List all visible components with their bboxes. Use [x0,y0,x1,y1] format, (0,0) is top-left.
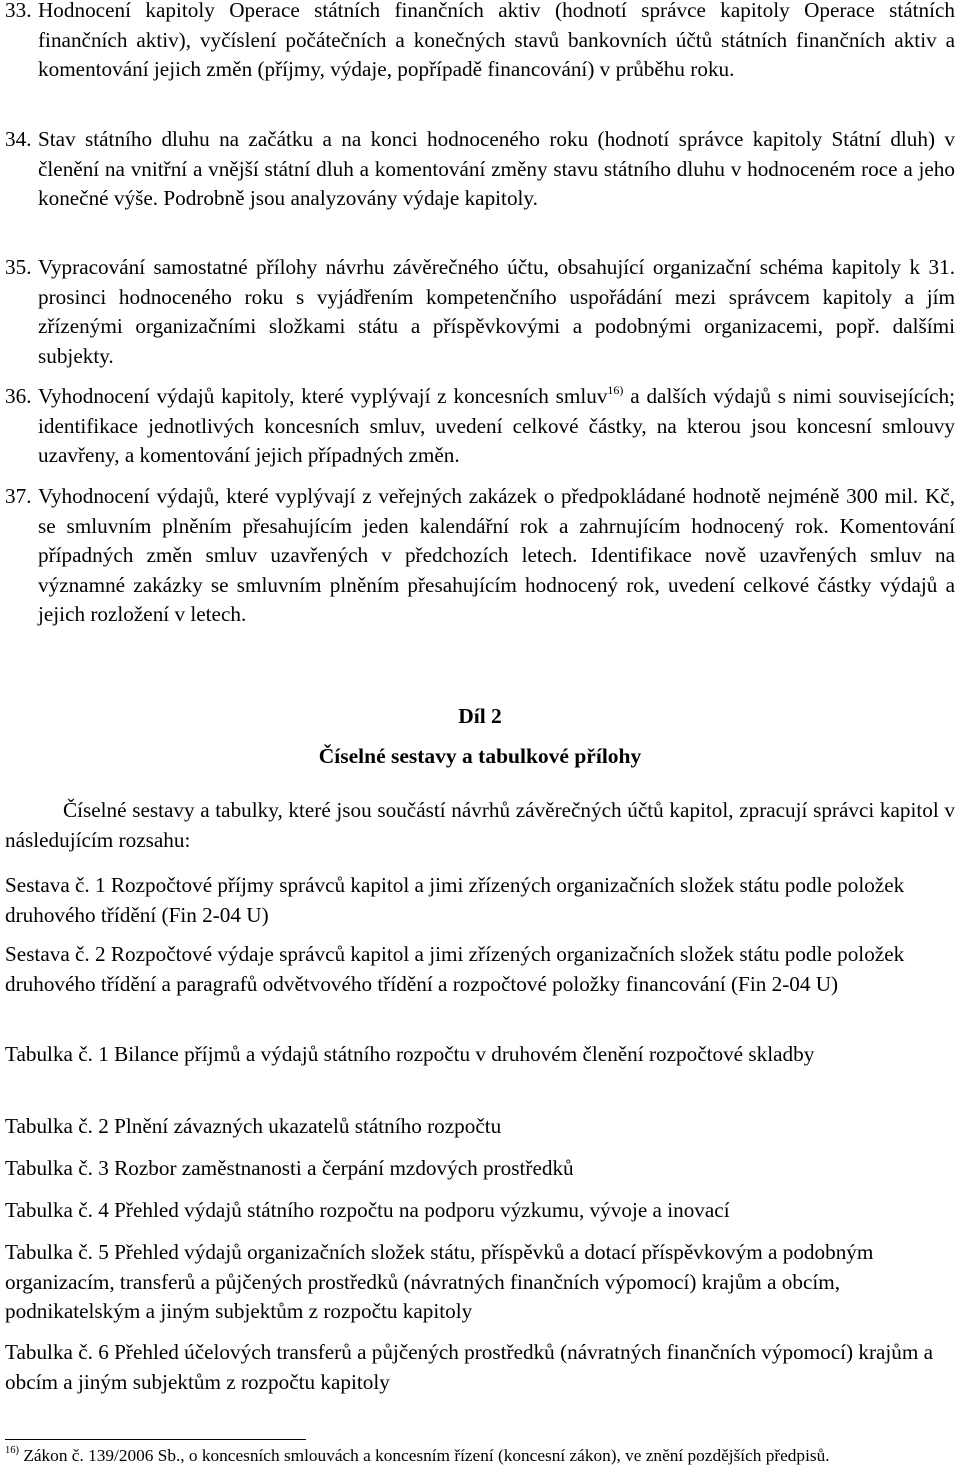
item-text: Vyhodnocení výdajů, které vyplývají z veřejných zakázek o předpokládané hodnotě nejméně 300 mil. Kč, se smluvním plněním přesahujícím jeden kalendářní rok a zahrnujícím hodnocený rok. Komentování případných změn smluv uzavřených v předchozích letech. Identifikace nově uzavřených smluv na významné zakázky se smluvním plněním přesahujícím hodnocený rok, uvedení celkové částky výdajů a jejich rozložení v letech. [38,484,955,626]
item-number: 35. [5,255,32,279]
footnote-divider [5,1439,306,1440]
item-text: Stav státního dluhu na začátku a na konci hodnoceného roku (hodnotí správce kapitoly Státní dluh) v členění na vnitřní a vnější státní dluh a komentování změny stavu státního dluhu v hodnoceném roce a jeho konečné výše. Podrobně jsou analyzovány výdaje kapitoly. [38,127,955,210]
section-intro: Číselné sestavy a tabulky, které jsou součástí návrhů závěrečných účtů kapitol, zpracují správci kapitol v následujícím rozsahu: [5,798,955,852]
item-text-after: a dalších výdajů s nimi souvisejících; identifikace jednotlivých koncesních smluv, uvedení celkové částky, na kterou jsou koncesní smlouvy uzavřeny, a komentování jejich případných změn. [38,384,955,467]
list-item-35 [5,253,955,371]
list-entry-sestava-2: Sestava č. 2 Rozpočtové výdaje správců kapitol a jimi zřízených organizačních složek státu podle položek druhového třídění a paragrafů odvětvového třídění a rozpočtové položky financování (Fin 2-04 U) [5,942,905,996]
section-title: Číselné sestavy a tabulkové přílohy [318,744,642,768]
list-item-37 [5,482,955,630]
item-text: Hodnocení kapitoly Operace státních finančních aktiv (hodnotí správce kapitoly Operace státních finančních aktiv), vyčíslení počátečních a konečných stavů bankovních účtů státních finančních aktiv a komentování jejich změn (příjmy, výdaje, popřípadě financování) v průběhu roku. [38,0,955,81]
footnote [5,1444,955,1467]
list-entry-sestava-1: Sestava č. 1 Rozpočtové příjmy správců kapitol a jimi zřízených organizačních složek státu podle položek druhového třídění (Fin 2-04 U) [5,873,905,927]
item-number: 36. [5,384,32,408]
list-item-34 [5,125,955,214]
section-part-heading: Díl 2 [458,704,502,728]
item-text-before: Vyhodnocení výdajů kapitoly, které vyplývají z koncesních smluv [38,384,608,408]
list-entry-tabulka-3: Tabulka č. 3 Rozbor zaměstnanosti a čerpání mzdových prostředků [5,1156,574,1180]
item-text: Vypracování samostatné přílohy návrhu závěrečného účtu, obsahující organizační schéma kapitoly k 31. prosinci hodnoceného roku s vyjádřením kompetenčního uspořádání mezi správcem kapitoly a jím zřízenými organizačními složkami státu a příspěvkovými a podobnými organizacemi, popř. dalšími subjekty. [38,255,955,368]
list-entry-tabulka-1: Tabulka č. 1 Bilance příjmů a výdajů státního rozpočtu v druhovém členění rozpočtové skladby [5,1042,815,1066]
list-entry-tabulka-4: Tabulka č. 4 Přehled výdajů státního rozpočtu na podporu výzkumu, vývoje a inovací [5,1198,730,1222]
list-entry-tabulka-5: Tabulka č. 5 Přehled výdajů organizačních složek státu, příspěvků a dotací příspěvkovým a podobným organizacím, transferů a půjčených prostředků (návratných finančních výpomocí) krajům a obcím, podnikatelským a jiným subjektům z rozpočtu kapitoly [5,1240,874,1323]
list-item-33 [5,0,955,85]
footnote-text: Zákon č. 139/2006 Sb., o koncesních smlouvách a koncesním řízení (koncesní zákon), ve znění pozdějších předpisů. [19,1446,830,1465]
list-entry-tabulka-2: Tabulka č. 2 Plnění závazných ukazatelů státního rozpočtu [5,1114,502,1138]
footnote-mark: 16) [5,1445,19,1456]
item-number: 33. [5,0,32,22]
list-entry-tabulka-6: Tabulka č. 6 Přehled účelových transferů a půjčených prostředků (návratných finančních výpomocí) krajům a obcím a jiným subjektům z rozpočtu kapitoly [5,1340,934,1394]
item-number: 34. [5,127,32,151]
footnote-reference: 16) [607,383,624,397]
item-text [38,382,955,471]
item-number: 37. [5,484,32,508]
list-item-36 [5,382,955,471]
